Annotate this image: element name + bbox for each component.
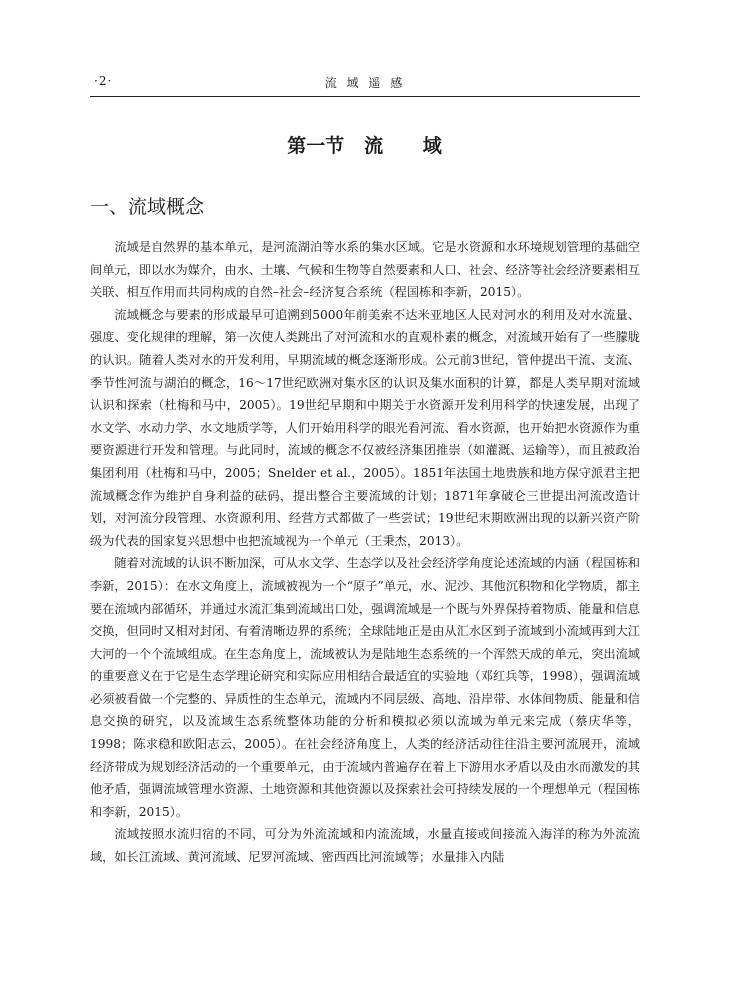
running-header (90, 74, 640, 94)
subsection-title: 一、流域概念 (90, 196, 205, 218)
page-number: ·2· (94, 74, 113, 88)
section-title: 第一节 流 域 (287, 135, 442, 157)
paragraph-4: 流域按照水流归宿的不同，可分为外流流域和内流流域，水量直接或间接流入海洋的称为外流流域，如长江流域、黄河流域、尼罗河流域、密西西比河流域等；水量排入内陆 (90, 827, 640, 865)
paragraph-1: 流域是自然界的基本单元，是河流湖泊等水系的集水区域。它是水资源和水环境规划管理的基础空间单元，即以水为媒介，由水、土壤、气候和生物等自然要素和人口、社会、经济等社会经济要素相互关联、相互作用而共同构成的自然–社会–经济复合系统（程国栋和李新，2015）。 (90, 240, 640, 300)
body-text (90, 236, 640, 869)
header-rule (90, 96, 640, 97)
paragraph-2: 流域概念与要素的形成最早可追溯到5000年前美索不达米亚地区人民对河水的利用及对水流量、强度、变化规律的理解，第一次使人类跳出了对河流和水的直观朴素的概念，对流域开始有了一些朦胧的认识。随着人类对水的开发利用，早期流域的概念逐渐形成。公元前3世纪，管仲提出干流、支流、季节性河流与湖泊的概念，16～17世纪欧洲对集水区的认识及集水面积的计算，都是人类早期对流域认识和探索（杜梅和马中，2005）。19世纪早期和中期关于水资源开发利用科学的快速发展，出现了水文学、水动力学、水文地质学等，人们开始用科学的眼光看河流、看水资源，也开始把水资源作为重要资源进行开发和管理。与此同时，流域的概念不仅被经济集团推崇（如灌溉、运输等），而且被政治集团利用（杜梅和马中，2005；Snelder et al.，2005）。1851年法国土地贵族和地方保守派君主把流域概念作为维护自身利益的砝码，提出整合主要流域的计划；1871年拿破仑三世提出河流改造计划，对河流分段管理、水资源利用、经营方式都做了一些尝试；19世纪末期欧洲出现的以新兴资产阶级为代表的国家复兴思想中也把流域视为一个单元（王秉杰，2013）。 (90, 307, 640, 548)
running-title: 流 域 遥 感 (324, 76, 406, 90)
paragraph-3: 随着对流域的认识不断加深，可从水文学、生态学以及社会经济学角度论述流域的内涵（程国栋和李新，2015）：在水文角度上，流域被视为一个“原子”单元，水、泥沙、其他沉积物和化学物质，都主要在流域内部循环，并通过水流汇集到流域出口处，强调流域是一个既与外界保持着物质、能量和信息交换，但同时又相对封闭、有着清晰边界的系统；全球陆地正是由从汇水区到子流域到小流域再到大江大河的一个个流域组成。在生态角度上，流域被认为是陆地生态系统的一个浑然天成的单元，突出流域的重要意义在于它是生态学理论研究和实际应用相结合最适宜的实验地（邓红兵等，1998），强调流域必须被看做一个完整的、异质性的生态单元，流域内不同层级、高地、沿岸带、水体间物质、能量和信息交换的研究，以及流域生态系统整体功能的分析和模拟必须以流域为单元来完成（蔡庆华等，1998；陈求稳和欧阳志云，2005）。在社会经济角度上，人类的经济活动往往沿主要河流展开，流域经济带成为规划经济活动的一个重要单元，由于流域内普遍存在着上下游用水矛盾以及由水而激发的其他矛盾，强调流域管理水资源、土地资源和其他资源以及探索社会可持续发展的一个理想单元（程国栋和李新，2015）。 (90, 556, 640, 819)
